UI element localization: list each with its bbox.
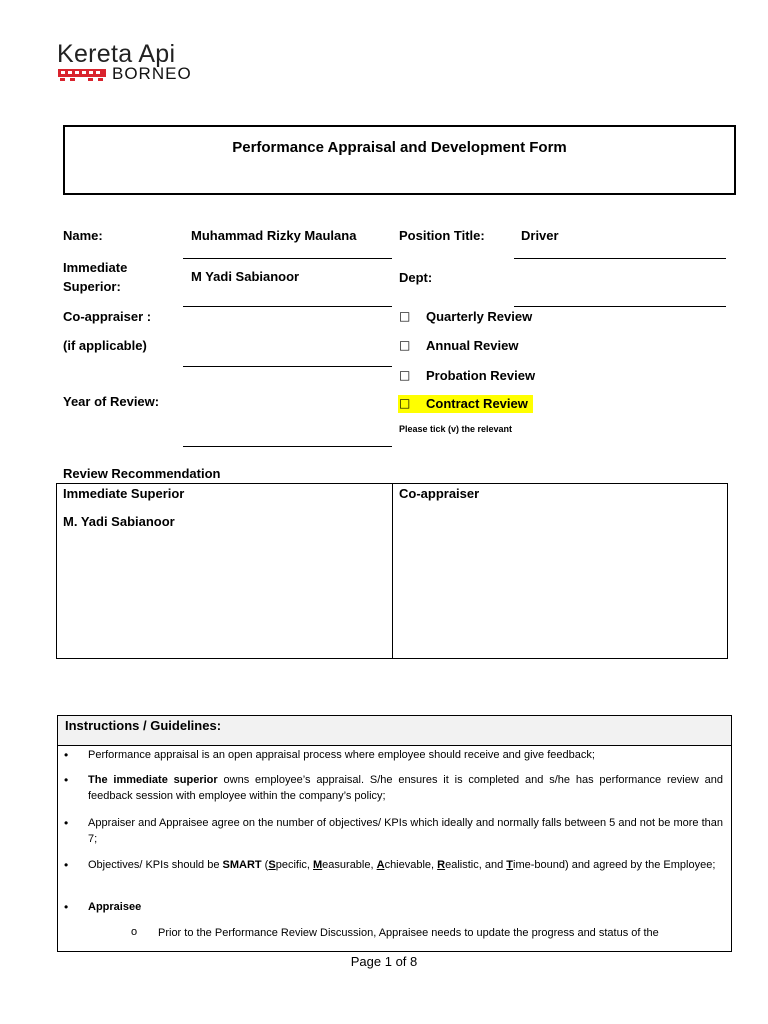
smart-m: M (313, 859, 323, 871)
bullet-icon: • (64, 773, 69, 787)
smart-a-rest: chievable, (384, 859, 438, 871)
name-underline (183, 258, 392, 259)
sub-bullet-icon: o (131, 926, 138, 938)
instruction-item-4 (88, 857, 723, 873)
immediate-superior-cell[interactable] (57, 484, 393, 658)
bullet-icon: • (64, 748, 69, 762)
contract-review-label: Contract Review (426, 396, 528, 411)
probation-checkbox[interactable]: □ (399, 368, 411, 382)
coappraiser-label: Co-appraiser : (63, 309, 152, 324)
immediate-superior-value: M. Yadi Sabianoor (63, 514, 175, 529)
position-label: Position Title: (399, 228, 485, 243)
instruction-item-2-text: owns employee’s appraisal. S/he ensures it is completed and s/he has performance review and feedback session with employee within the company’s policy; (88, 774, 723, 802)
page-number: Page 1 of 8 (350, 954, 418, 969)
probation-review-label: Probation Review (426, 368, 536, 383)
instructions-heading: Instructions / Guidelines: (58, 716, 731, 746)
tick-note: Please tick (v) the relevant (399, 424, 513, 434)
form-title: Performance Appraisal and Development Form (232, 139, 567, 156)
recommendation-table (56, 483, 728, 659)
smart-t-rest: ime-bound) and agreed by the Employee; (513, 859, 716, 871)
instruction-item-3: Appraiser and Appraisee agree on the number of objectives/ KPIs which ideally and normally falls between 5 and not be more than 7; (88, 817, 723, 845)
name-label: Name: (63, 228, 103, 243)
annual-checkbox[interactable]: □ (399, 338, 411, 352)
bullet-icon: • (64, 816, 69, 830)
dept-label: Dept: (399, 270, 433, 285)
name-value: Muhammad Rizky Maulana (191, 228, 357, 243)
dept-underline (514, 306, 726, 307)
logo-text-top: Kereta Api (57, 40, 176, 68)
coappraiser-header: Co-appraiser (399, 486, 480, 501)
instruction-item-5: Appraisee (88, 901, 142, 913)
superior-value: M Yadi Sabianoor (191, 269, 300, 284)
immediate-superior-header: Immediate Superior (63, 486, 185, 501)
position-underline (514, 258, 726, 259)
superior-label-line1: Immediate (63, 260, 128, 275)
smart-r: R (437, 859, 446, 871)
contract-checkbox[interactable]: □ (399, 396, 411, 410)
smart-a: A (376, 859, 385, 871)
review-recommendation-heading: Review Recommendation (63, 466, 221, 481)
smart-word: SMART (222, 859, 262, 871)
smart-pre: Objectives/ KPIs should be (88, 859, 223, 871)
instruction-subitem-1: Prior to the Performance Review Discussion, Appraisee needs to update the progress and status of the (158, 927, 659, 939)
coappraiser-cell[interactable] (393, 484, 727, 658)
title-box (63, 125, 736, 195)
position-value: Driver (521, 228, 559, 243)
year-label: Year of Review: (63, 394, 160, 409)
quarterly-review-label: Quarterly Review (426, 309, 533, 324)
train-logo-icon (58, 68, 108, 87)
smart-open: ( (261, 859, 269, 871)
smart-t: T (506, 859, 513, 871)
smart-r-rest: ealistic, and (445, 859, 507, 871)
bullet-icon: • (64, 900, 69, 914)
year-underline (183, 446, 392, 447)
bullet-icon: • (64, 858, 69, 872)
quarterly-checkbox[interactable]: □ (399, 309, 411, 323)
smart-s-rest: pecific, (275, 859, 313, 871)
superior-underline (183, 306, 392, 307)
instruction-item-2 (88, 772, 723, 804)
logo-text-bottom: BORNEO (112, 64, 192, 83)
if-applicable-label: (if applicable) (63, 338, 147, 353)
instruction-item-2-bold: The immediate superior (88, 774, 218, 786)
superior-label-line2: Superior: (63, 279, 121, 294)
instructions-box (57, 715, 732, 952)
smart-s: S (268, 859, 276, 871)
annual-review-label: Annual Review (426, 338, 519, 353)
coappraiser-underline (183, 366, 392, 367)
smart-m-rest: easurable, (322, 859, 377, 871)
instruction-item-1: Performance appraisal is an open appraisal process where employee should receive and give feedback; (88, 749, 595, 761)
